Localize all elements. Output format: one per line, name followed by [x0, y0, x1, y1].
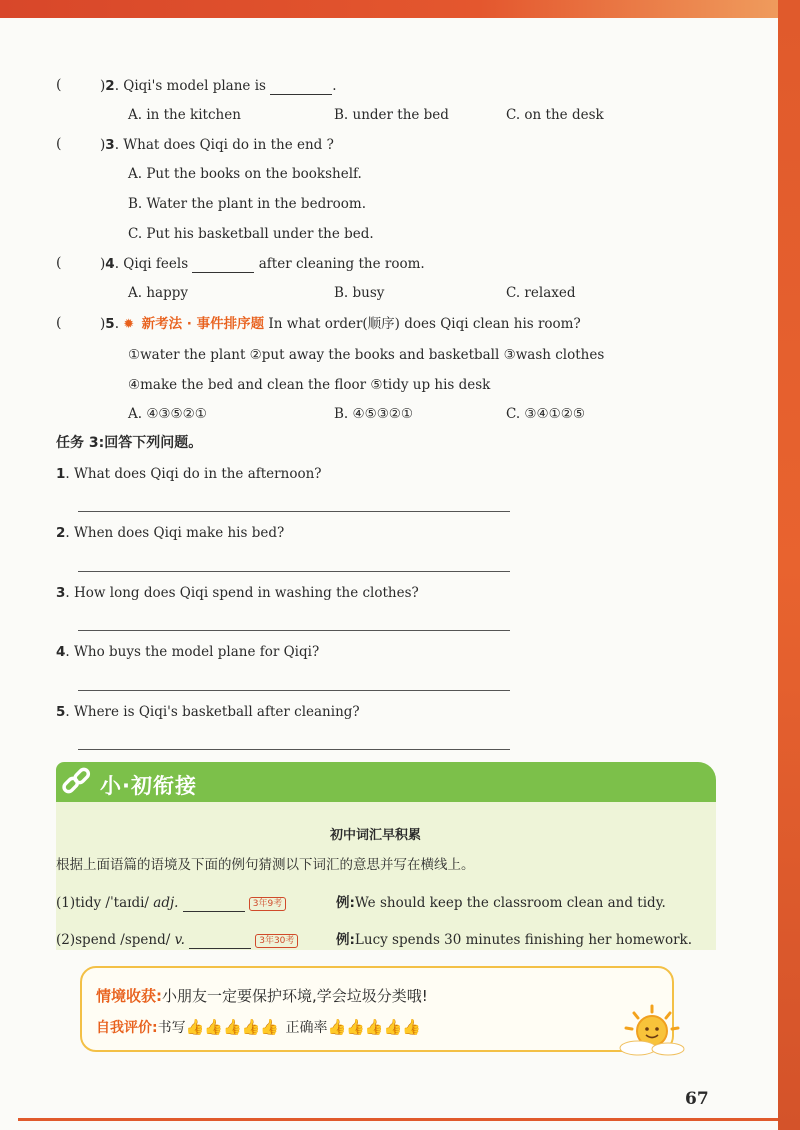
- thumbs-rating-accuracy[interactable]: 👍👍👍👍👍: [327, 1018, 421, 1036]
- option: A. Put the books on the bookshelf.: [128, 166, 362, 182]
- answer-paren-open: (: [56, 255, 62, 271]
- task3-question: 2. When does Qiqi make his bed?: [56, 525, 285, 541]
- option: B. busy: [334, 285, 385, 301]
- vocab-item-tidy: (1)tidy /ˈtaɪdi/ adj. 3年9考: [56, 894, 290, 912]
- question-3-stem: )3. What does Qiqi do in the end ?: [100, 137, 334, 153]
- task3-question: 5. Where is Qiqi's basketball after cleaning?: [56, 704, 360, 720]
- vocab-example: 例:We should keep the classroom clean and tidy.: [336, 895, 666, 911]
- answer-line[interactable]: [78, 748, 510, 750]
- bridge-instruction: 根据上面语篇的语境及下面的例句猜测以下词汇的意思并写在横线上。: [56, 857, 475, 873]
- lightbulb-icon: ✹: [123, 317, 135, 332]
- harvest-box: [80, 966, 674, 1052]
- option: C. ③④①②⑤: [506, 406, 585, 422]
- sun-icon: [616, 1004, 688, 1056]
- events-line: ④make the bed and clean the floor ⑤tidy up his desk: [128, 377, 491, 393]
- new-exam-tag: 新考法 · 事件排序题: [141, 316, 265, 332]
- answer-line[interactable]: [78, 629, 510, 631]
- answer-line[interactable]: [78, 570, 510, 572]
- answer-paren-open: (: [56, 77, 62, 93]
- option: C. on the desk: [506, 107, 604, 123]
- events-line: ①water the plant ②put away the books and basketball ③wash clothes: [128, 347, 605, 363]
- bottom-decor-line: [18, 1118, 778, 1121]
- option: A. in the kitchen: [128, 107, 241, 123]
- page-number: 67: [685, 1089, 709, 1109]
- option: A. ④③⑤②①: [128, 406, 207, 422]
- answer-paren-open: (: [56, 315, 62, 331]
- bridge-title: 小·初衔接: [100, 774, 197, 798]
- option: C. relaxed: [506, 285, 576, 301]
- harvest-line: 情境收获:小朋友一定要保护环境,学会垃圾分类哦!: [96, 987, 428, 1005]
- thumbs-rating-writing[interactable]: 👍👍👍👍👍: [185, 1018, 279, 1036]
- question-4-stem: )4. Qiqi feels after cleaning the room.: [100, 256, 425, 272]
- option: A. happy: [128, 285, 188, 301]
- vocab-blank[interactable]: [183, 897, 245, 912]
- bridge-subtitle: 初中词汇早积累: [330, 828, 422, 843]
- answer-paren-open: (: [56, 136, 62, 152]
- option: B. ④⑤③②①: [334, 406, 414, 422]
- link-icon: [60, 766, 94, 798]
- right-decor-bar: [778, 0, 800, 1130]
- vocab-example: 例:Lucy spends 30 minutes finishing her homework.: [336, 932, 693, 948]
- task3-question: 1. What does Qiqi do in the afternoon?: [56, 466, 322, 482]
- self-eval-line: 自我评价:书写👍👍👍👍👍 正确率👍👍👍👍👍: [96, 1018, 421, 1036]
- task-3-title: 任务 3:回答下列问题。: [56, 435, 203, 451]
- exam-stamp: 3年9考: [249, 897, 286, 911]
- vocab-item-spend: (2)spend /spend/ v. 3年30考: [56, 931, 302, 949]
- question-5-stem: )5. ✹ 新考法 · 事件排序题 In what order(顺序) does Qiqi clean his room?: [100, 316, 581, 332]
- vocab-blank[interactable]: [189, 934, 251, 949]
- task3-question: 4. Who buys the model plane for Qiqi?: [56, 644, 320, 660]
- task3-question: 3. How long does Qiqi spend in washing the clothes?: [56, 585, 419, 601]
- exam-stamp: 3年30考: [255, 934, 298, 948]
- answer-line[interactable]: [78, 689, 510, 691]
- bridge-section-body: [56, 802, 716, 950]
- option: C. Put his basketball under the bed.: [128, 226, 374, 242]
- answer-line[interactable]: [78, 510, 510, 512]
- question-2-stem: )2. Qiqi's model plane is .: [100, 78, 337, 94]
- option: B. Water the plant in the bedroom.: [128, 196, 367, 212]
- top-decor-bar: [0, 0, 800, 18]
- option: B. under the bed: [334, 107, 449, 123]
